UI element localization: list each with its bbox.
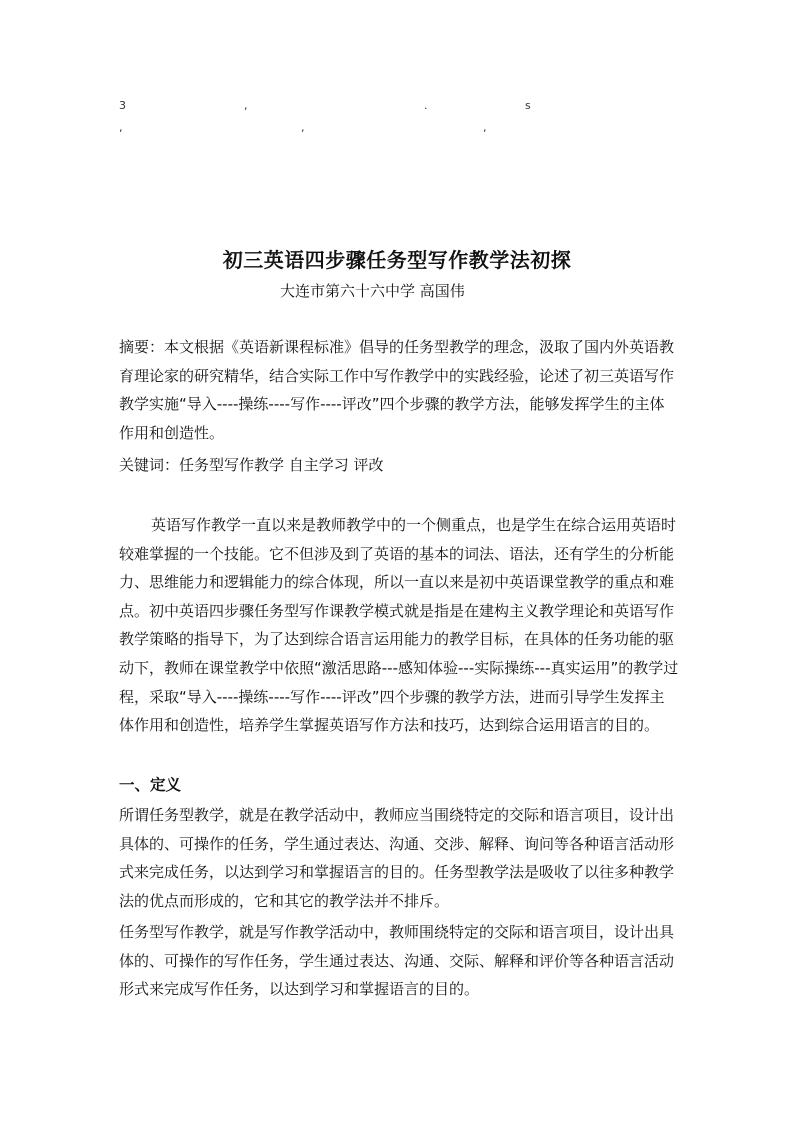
- scan-artifact-comma: ,: [483, 121, 487, 134]
- scan-artifact-digit: 3: [119, 99, 126, 112]
- document-title: 初三英语四步骤任务型写作教学法初探: [222, 248, 572, 272]
- definition-paragraph-task-based-teaching: 所谓任务型教学，就是在教学活动中，教师应当围绕特定的交际和语言项目，设计出具体的、可操作的任务，学生通过表达、沟通、交涉、解释、询问等各种语言活动形式来完成任务，以达到学习和掌握语言的目的。任务型教学法是吸收了以往多种教学法的优点而形成的，它和其它的教学法并不排斥。: [119, 806, 675, 910]
- author-affiliation: 大连市第六十六中学 高国伟: [280, 282, 465, 300]
- scan-artifact-letter: s: [525, 99, 531, 112]
- section-heading-definition: 一、定义: [119, 776, 182, 794]
- definition-paragraph-task-based-writing: 任务型写作教学，就是写作教学活动中，教师围绕特定的交际和语言项目，设计出具体的、可操作的写作任务，学生通过表达、沟通、交际、解释和评价等各种语言活动形式来完成写作任务，以达到学习和掌握语言的目的。: [119, 923, 675, 999]
- intro-paragraph: 英语写作教学一直以来是教师教学中的一个侧重点，也是学生在综合运用英语时较难掌握的一个技能。它不但涉及到了英语的基本的词法、语法，还有学生的分析能力、思维能力和逻辑能力的综合体现，所以一直以来是初中英语课堂教学的重点和难点。初中英语四步骤任务型写作课教学模式就是指是在建构主义教学理论和英语写作教学策略的指导下，为了达到综合语言运用能力的教学目标，在具体的任务功能的驱动下，教师在课堂教学中依照“激活思路---感知体验---实际操练---真实运用”的教学过程，采取“导入----操练----写作----评改”四个步骤的教学方法，进而引导学生发挥主体作用和创造性，培养学生掌握英语写作方法和技巧，达到综合运用语言的目的。: [119, 516, 679, 735]
- scan-artifact-comma: ,: [301, 121, 305, 134]
- scan-artifact-comma: ,: [119, 121, 123, 134]
- abstract-paragraph: 摘要：本文根据《英语新课程标准》倡导的任务型教学的理念，汲取了国内外英语教育理论家的研究精华，结合实际工作中写作教学中的实践经验，论述了初三英语写作教学实施“导入----操练----写作----评改”四个步骤的教学方法，能够发挥学生的主体作用和创造性。: [119, 338, 675, 442]
- scan-artifact-comma: ,: [244, 99, 248, 112]
- scan-artifact-period: .: [424, 99, 428, 112]
- keywords-line: 关键词：任务型写作教学 自主学习 评改: [119, 456, 384, 474]
